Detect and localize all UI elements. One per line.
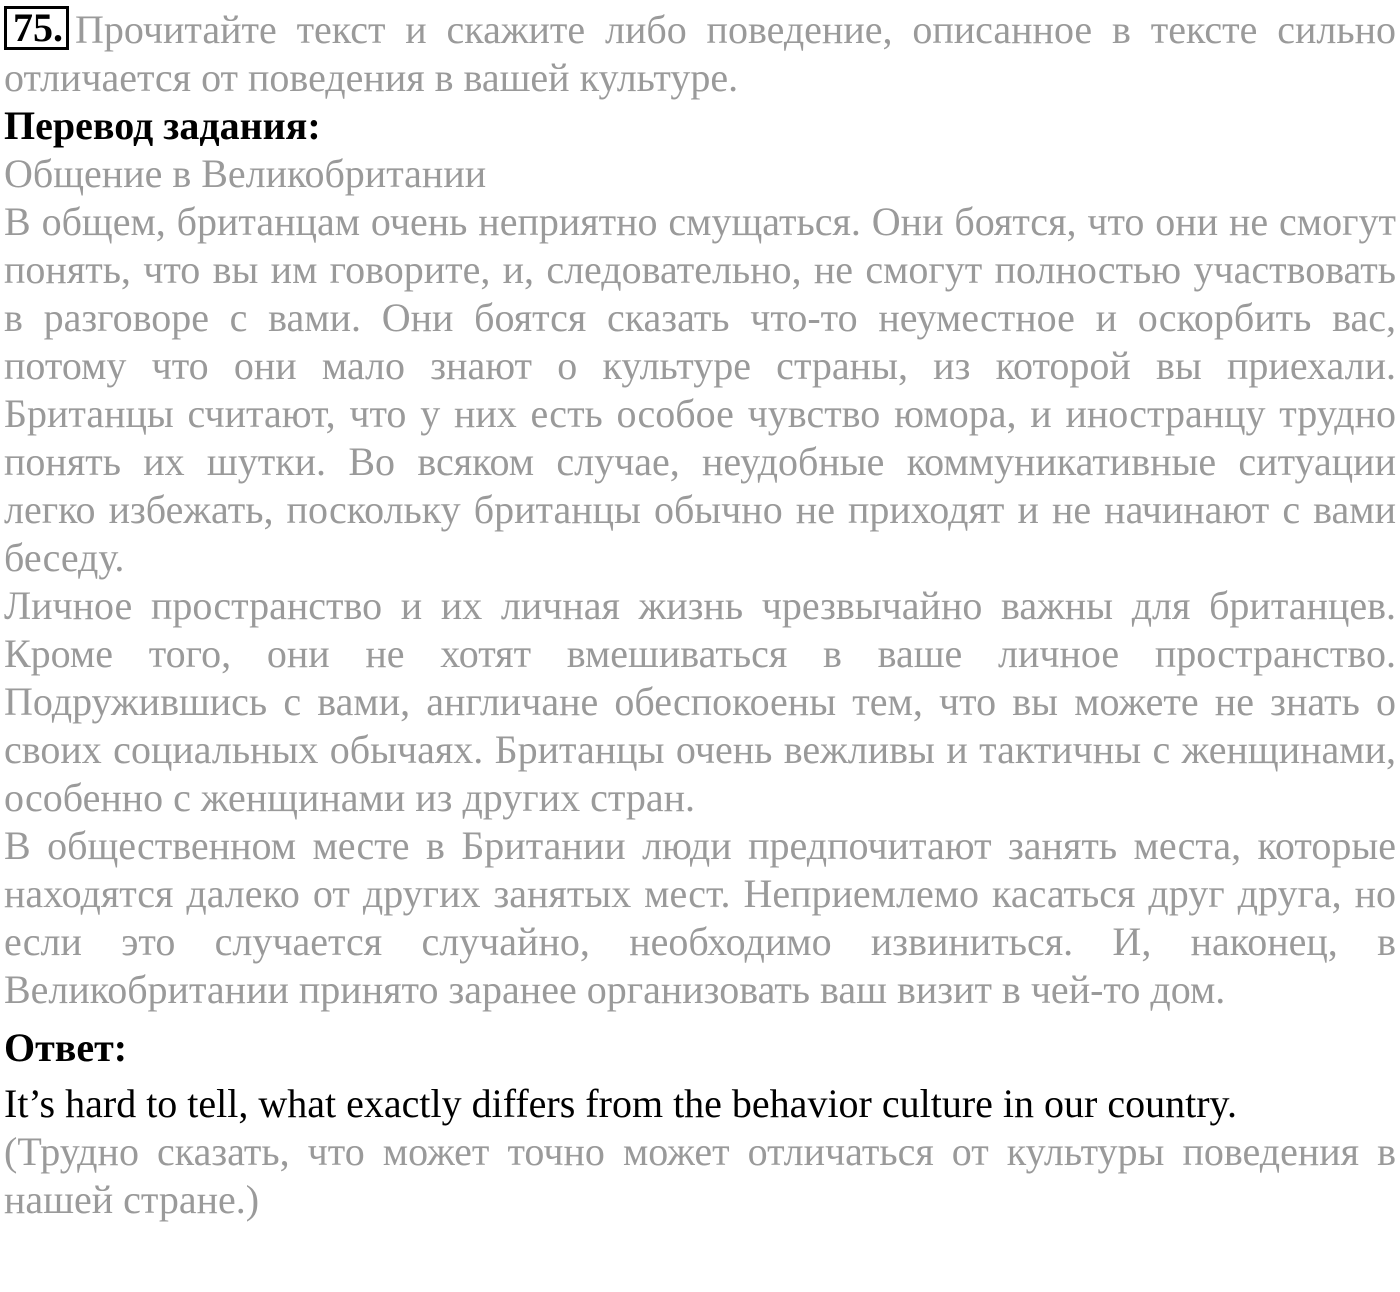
answer-russian: (Трудно сказать, что может точно может отличаться от культуры поведения в нашей стране.) [4, 1129, 1396, 1222]
answer-heading: Ответ: [4, 1025, 128, 1070]
translation-heading: Перевод задания: [4, 103, 321, 148]
document-page [4, 6, 1396, 1224]
translation-title: Общение в Великобритании [4, 151, 487, 196]
translation-paragraph-2: Личное пространство и их личная жизнь чрезвычайно важны для британцев. Кроме того, они не хотят вмешиваться в ваше личное пространство. Подружившись с вами, англичане обеспокоены тем, что вы можете не знать о своих социальных обычаях. Британцы очень вежливы и тактичны с женщинами, особенно с женщинами из других стран. [4, 583, 1396, 820]
task-instruction: Прочитайте текст и скажите либо поведение, описанное в тексте сильно отличается от поведения в вашей культуре. [4, 7, 1396, 100]
translation-paragraph-1: В общем, британцам очень неприятно смущаться. Они боятся, что они не смогут понять, что вы им говорите, и, следовательно, не смогут полностью участвовать в разговоре с вами. Они боятся сказать что-то неуместное и оскорбить вас, потому что они мало знают о культуре страны, из которой вы приехали. Британцы считают, что у них есть особое чувство юмора, и иностранцу трудно понять их шутки. Во всяком случае, неудобные коммуникативные ситуации легко избежать, поскольку британцы обычно не приходят и не начинают с вами беседу. [4, 199, 1396, 580]
answer-english: It’s hard to tell, what exactly differs from the behavior culture in our country. [4, 1081, 1237, 1126]
task-block [4, 6, 1396, 102]
translation-paragraph-3: В общественном месте в Британии люди предпочитают занять места, которые находятся далеко от других занятых мест. Неприемлемо касаться друг друга, но если это случается случайно, необходимо извиниться. И, наконец, в Великобритании принято заранее организовать ваш визит в чей-то дом. [4, 823, 1396, 1012]
task-number-badge: 75. [4, 6, 69, 50]
